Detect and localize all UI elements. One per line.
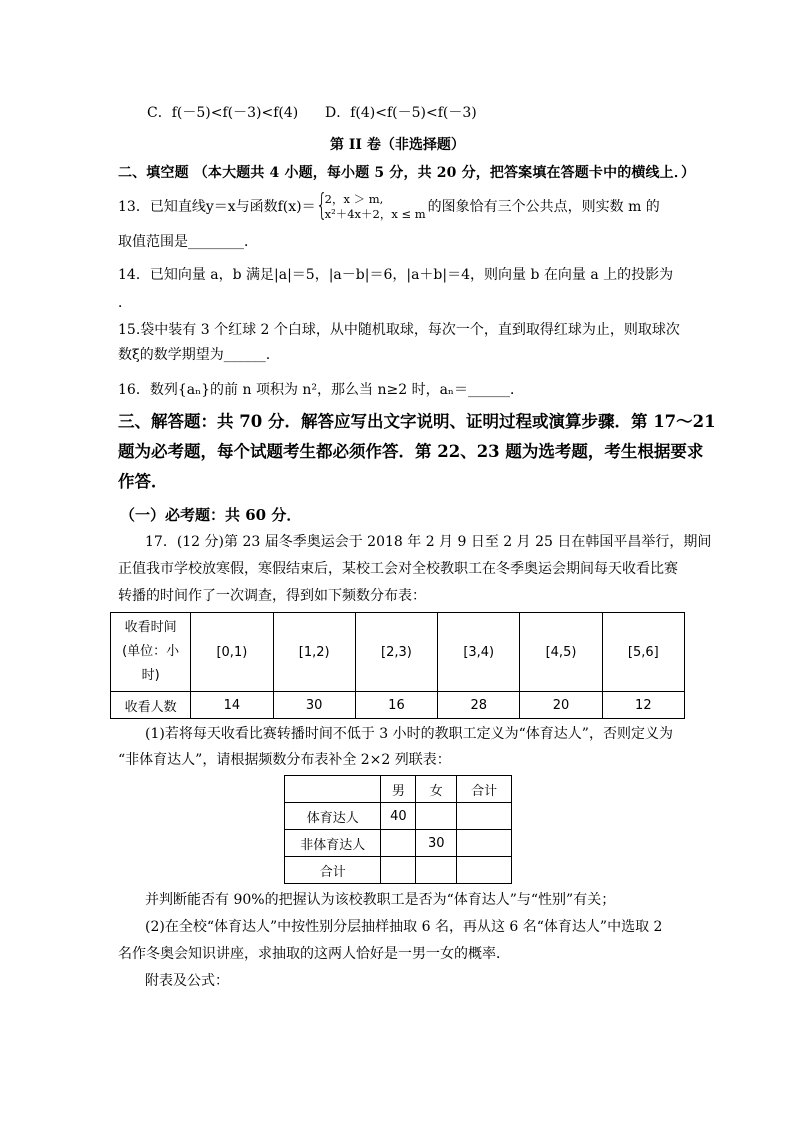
q17-line3: 转播的时间作了一次调查，得到如下频数分布表：: [118, 588, 426, 604]
table-row: [285, 857, 512, 884]
q17-line2: 正值我市学校放寒假，寒假结束后，某校工会对全校教职工在冬季奥运会期间每天收看比赛: [118, 561, 678, 577]
q17-part2-line1: (2)在全校“体育达人”中按性别分层抽样抽取 6 名，再从这 6 名“体育达人”中选取 2: [145, 919, 663, 935]
q14-line2: ．: [118, 295, 132, 311]
cont-header-cell: [285, 776, 381, 803]
option-d: D．f(4)<f(－5)<f(－3): [325, 105, 477, 121]
q17-part2-line2: 名作冬奥会知识讲座，求抽取的这两人恰好是一男一女的概率．: [118, 946, 510, 962]
count-cell: 28: [438, 692, 520, 719]
count-cell: 12: [602, 692, 684, 719]
q15-line1: 15.袋中装有 3 个红球 2 个白球，从中随机取球，每次一个，直到取得红球为止，则取球次: [118, 322, 680, 338]
q14-line1: 14．已知向量 a，b 满足|a|＝5，|a－b|＝6，|a＋b|＝4，则向量 b 在向量 a 上的投影为: [118, 267, 674, 283]
cont-row-label: 非体育达人: [285, 830, 381, 857]
interval-cell: [4,5): [520, 613, 602, 692]
cont-cell: [416, 857, 457, 884]
interval-cell: [1,2): [273, 613, 355, 692]
cont-cell: [381, 830, 416, 857]
q17-line1: 17．(12 分)第 23 届冬季奥运会于 2018 年 2 月 9 日至 2 月 25 日在韩国平昌举行，期间: [145, 534, 712, 550]
table-row: [111, 692, 685, 719]
q15-line2: 数ξ的数学期望为______.: [118, 347, 271, 363]
cont-row-label: 合计: [285, 857, 381, 884]
count-cell: 20: [520, 692, 602, 719]
q17-judge-line: 并判断能否有 90%的把握认为该校教职工是否为“体育达人”与“性别”有关；: [145, 892, 616, 908]
count-header-cell: 收看人数: [111, 692, 191, 719]
cont-cell: 30: [416, 830, 457, 857]
cont-row-label: 体育达人: [285, 803, 381, 830]
table-row: [285, 776, 512, 803]
cont-header-cell: 合计: [457, 776, 512, 803]
q16: 16．数列{aₙ}的前 n 项积为 n²，那么当 n≥2 时，aₙ＝______．: [118, 382, 524, 398]
contingency-table: [284, 775, 512, 884]
count-cell: 30: [273, 692, 355, 719]
count-cell: 14: [191, 692, 273, 719]
cont-cell: [457, 857, 512, 884]
time-header-cell: [111, 613, 191, 692]
table-row: [111, 613, 685, 692]
table-row: [285, 803, 512, 830]
brace-icon: {: [315, 188, 328, 223]
required-heading: （一）必考题：共 60 分．: [120, 506, 302, 524]
time-header-line1: 收看时间: [124, 620, 177, 635]
piece-row1: 2，x ＞ m,: [324, 192, 384, 206]
piecewise-function: [315, 188, 428, 223]
q13-prefix: 13．已知直线y＝x与函数f(x)＝: [118, 199, 316, 215]
frequency-table: [110, 612, 685, 719]
part2-title: 第 II 卷（非选择题）: [330, 137, 465, 153]
q17-part1-line1: (1)若将每天收看比赛转播时间不低于 3 小时的教职工定义为“体育达人”，否则定义为: [145, 726, 673, 742]
interval-cell: [0,1): [191, 613, 273, 692]
cont-cell: [416, 803, 457, 830]
cont-cell: [457, 830, 512, 857]
cont-header-cell: 男: [381, 776, 416, 803]
option-c: C．f(－5)<f(－3)<f(4): [147, 105, 299, 121]
interval-cell: [5,6]: [602, 613, 684, 692]
q17-part1-line2: “非体育达人”，请根据频数分布表补全 2×2 列联表：: [118, 752, 451, 768]
q13-line2: 取值范围是________．: [118, 234, 258, 250]
q13-line1: [118, 188, 660, 223]
section3-line2: 题为必考题，每个试题考生都必须作答．第 22、23 题为选考题，考生根据要求: [118, 442, 704, 461]
time-header-line3: 时): [141, 668, 160, 683]
cont-cell: [457, 803, 512, 830]
section3-line1: 三、解答题：共 70 分．解答应写出文字说明、证明过程或演算步骤．第 17～21: [118, 412, 716, 431]
appendix-label: 附表及公式：: [145, 973, 229, 989]
cont-header-cell: 女: [416, 776, 457, 803]
table-row: [285, 830, 512, 857]
interval-cell: [3,4): [438, 613, 520, 692]
interval-cell: [2,3): [355, 613, 437, 692]
section3-line3: 作答．: [118, 472, 168, 491]
cont-cell: [381, 857, 416, 884]
piece-row2: x²＋4x＋2，x ≤ m: [324, 207, 426, 221]
cont-cell: 40: [381, 803, 416, 830]
q13-suffix: 的图象恰有三个公共点，则实数 m 的: [427, 199, 660, 215]
section2-heading: 二、填空题 （本大题共 4 小题，每小题 5 分，共 20 分，把答案填在答题卡中的横线上．）: [118, 165, 696, 181]
time-header-line2: (单位：小: [122, 644, 180, 659]
count-cell: 16: [355, 692, 437, 719]
